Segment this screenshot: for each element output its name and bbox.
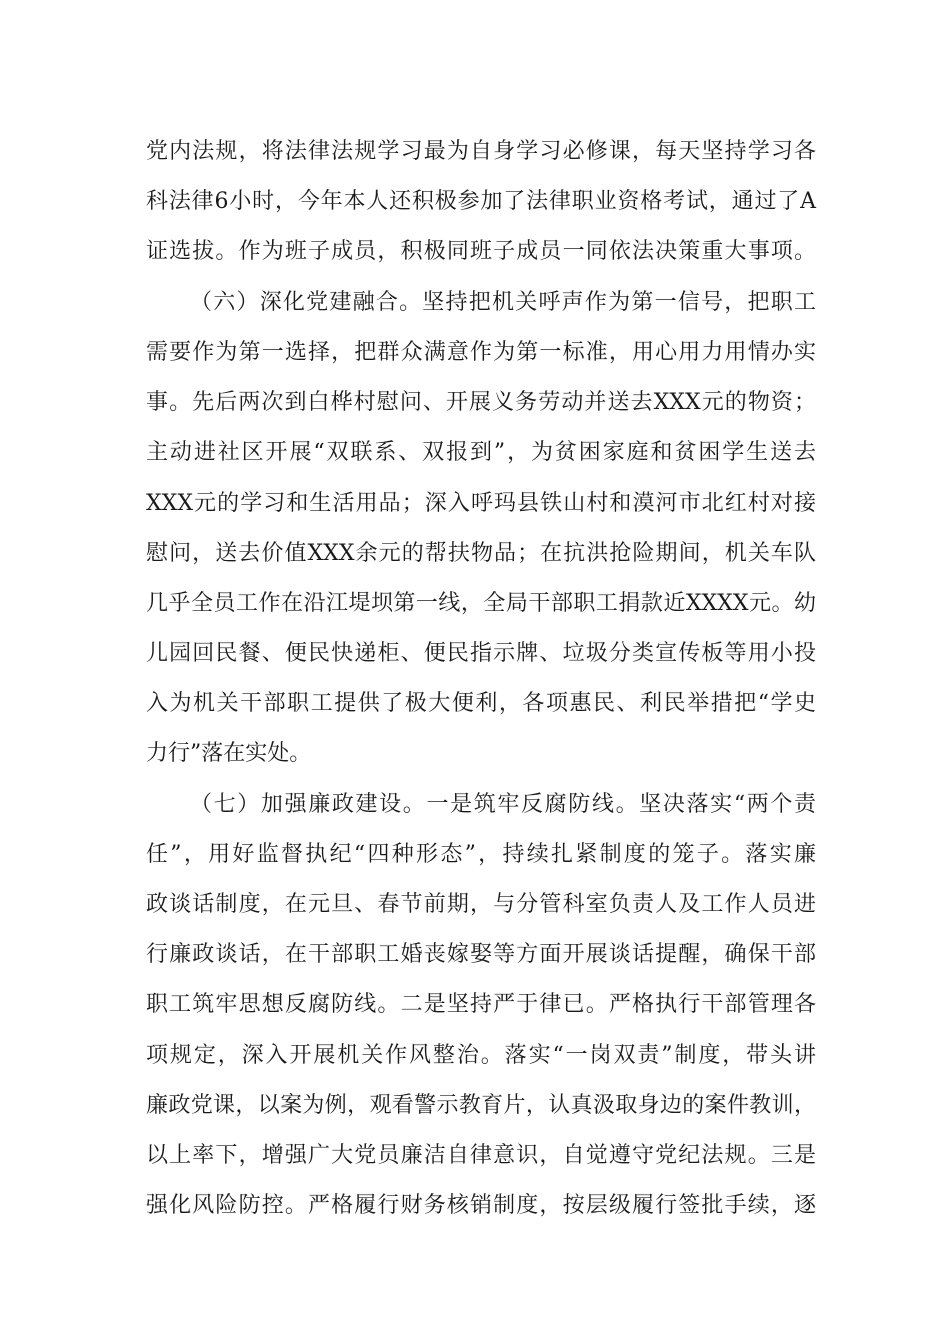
text-line: 力行”落在实处。 xyxy=(146,741,312,766)
text-line: 需要作为第一选择，把群众满意作为第一标准，用心用力用情办实 xyxy=(146,340,816,365)
text-line: 职工筑牢思想反腐防线。二是坚持严于律已。严格执行干部管理各 xyxy=(146,992,816,1017)
text-line: 科法律6小时，今年本人还积极参加了法律职业资格考试，通过了A xyxy=(146,189,816,214)
text-line: 项规定，深入开展机关作风整治。落实“一岗双责”制度，带头讲 xyxy=(146,1043,816,1068)
text-line: 儿园回民餐、便民快递柜、便民指示牌、垃圾分类宣传板等用小投 xyxy=(146,641,816,666)
text-line: 主动进社区开展“双联系、双报到”，为贫困家庭和贫困学生送去 xyxy=(146,440,816,465)
text-line: XXX元的学习和生活用品；深入呼玛县铁山村和漠河市北红村对接 xyxy=(146,491,816,516)
paragraph-first-line: （六）深化党建融合。坚持把机关呼声作为第一信号，把职工 xyxy=(190,290,816,315)
text-line: 政谈话制度，在元旦、春节前期，与分管科室负责人及工作人员进 xyxy=(146,892,816,917)
text-line: 党内法规，将法律法规学习最为自身学习必修课，每天坚持学习各 xyxy=(146,139,816,164)
text-line: 证选拔。作为班子成员，积极同班子成员一同依法决策重大事项。 xyxy=(146,239,816,264)
text-line: 几乎全员工作在沿江堤坝第一线，全局干部职工捐款近XXXX元。幼 xyxy=(146,591,816,616)
text-line: 强化风险防控。严格履行财务核销制度，按层级履行签批手续，逐 xyxy=(146,1193,816,1218)
text-line: 事。先后两次到白桦村慰问、开展义务劳动并送去XXX元的物资； xyxy=(146,390,816,415)
text-line: 慰问，送去价值XXX余元的帮扶物品；在抗洪抢险期间，机关车队 xyxy=(146,541,816,566)
text-line: 入为机关干部职工提供了极大便利，各项惠民、利民举措把“学史 xyxy=(146,691,816,716)
text-line: 廉政党课，以案为例，观看警示教育片，认真汲取身边的案件教训， xyxy=(146,1093,816,1118)
text-line: 任”，用好监督执纪“四种形态”，持续扎紧制度的笼子。落实廉 xyxy=(146,842,816,867)
paragraph-first-line: （七）加强廉政建设。一是筑牢反腐防线。坚决落实“两个责 xyxy=(190,792,816,817)
text-line: 行廉政谈话，在干部职工婚丧嫁娶等方面开展谈话提醒，确保干部 xyxy=(146,942,816,967)
text-line: 以上率下，增强广大党员廉洁自律意识，自觉遵守党纪法规。三是 xyxy=(146,1143,816,1168)
